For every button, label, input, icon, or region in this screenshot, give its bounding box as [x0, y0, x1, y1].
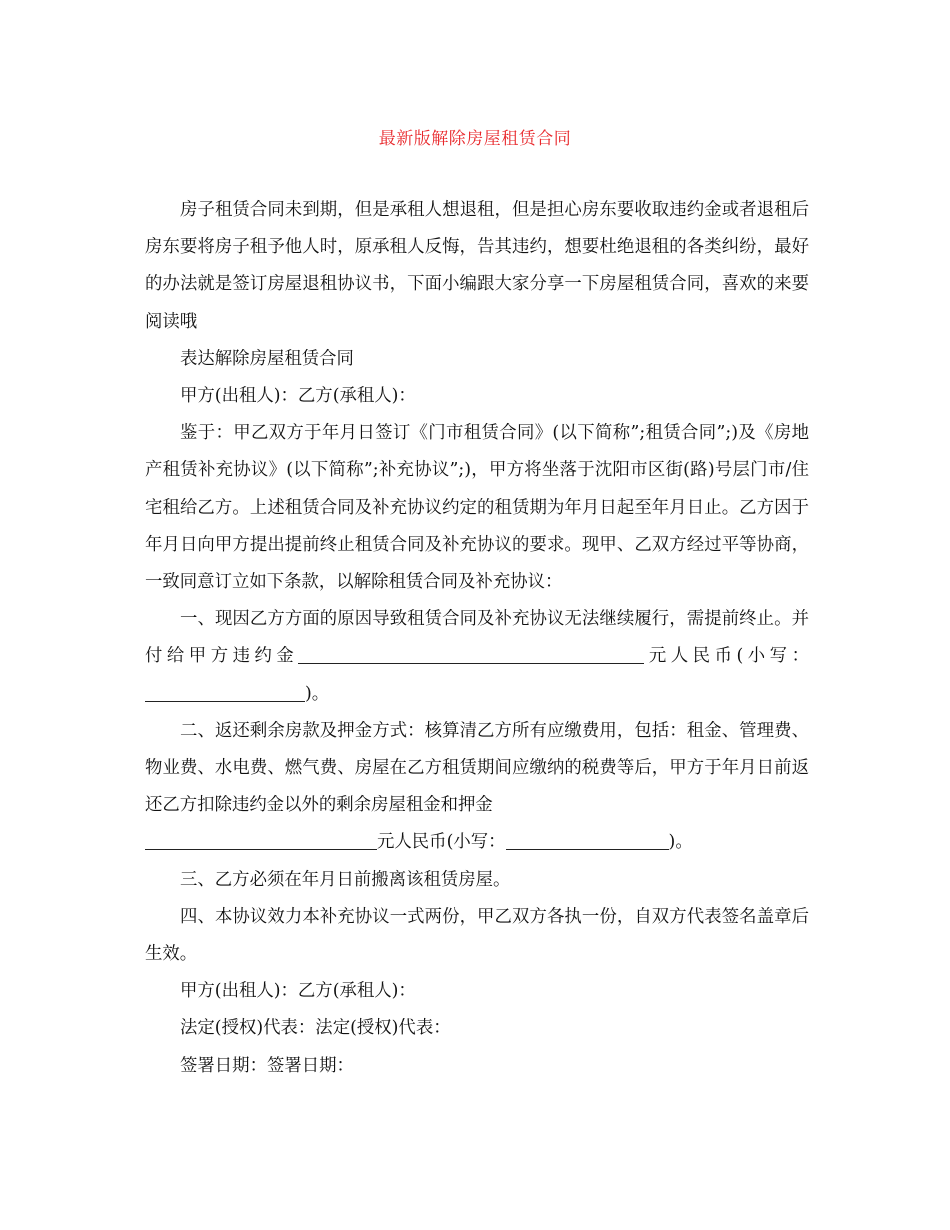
document-title: 最新版解除房屋租赁合同 — [378, 129, 572, 149]
whereas-paragraph: 鉴于：甲乙双方于年月日签订《门市租赁合同》(以下简称”;租赁合同”;)及《房地产租赁补充协议》(以下简称”;补充协议”;)，甲方将坐落于沈阳市区街(路)号层门市/住宅租给乙方。上述租赁合同及补充协议约定的租赁期为年月日起至年月日止。乙方因于年月日向甲方提出提前终止租赁合同及补充协议的要求。现甲、乙双方经过平等协商，一致同意订立如下条款，以解除租赁合同及补充协议： — [145, 423, 809, 593]
signature-parties: 甲方(出租人)：乙方(承租人)： — [180, 981, 416, 1002]
clause-1 — [145, 601, 809, 713]
clause-1-text: 一、现因乙方方面的原因导致租赁合同及补充协议无法继续履行，需提前终止。并付给甲方违约金 — [145, 609, 809, 667]
clause-1-end: )。 — [305, 683, 330, 704]
clause-2 — [145, 713, 809, 862]
clause-1-currency: 元人民币(小写： — [644, 646, 809, 667]
refund-amount-blank — [145, 831, 377, 850]
clause-2-text: 二、返还剩余房款及押金方式：核算清乙方所有应缴费用，包括：租金、管理费、物业费、水电费、燃气费、房屋在乙方租赁期间应缴纳的税费等后，甲方于年月日前返还乙方扣除违约金以外的剩余房屋租金和押金 — [145, 720, 809, 816]
clause-4: 四、本协议效力本补充协议一式两份，甲乙双方各执一份，自双方代表签名盖章后生效。 — [145, 906, 809, 965]
signature-representatives: 法定(授权)代表：法定(授权)代表： — [180, 1018, 451, 1039]
penalty-amount-blank — [298, 645, 644, 664]
clause-3: 三、乙方必须在年月日前搬离该租赁房屋。 — [180, 869, 511, 890]
parties-line: 甲方(出租人)：乙方(承租人)： — [180, 386, 416, 407]
subheading: 表达解除房屋租赁合同 — [180, 348, 354, 369]
document-body — [145, 192, 809, 1085]
clause-2-end: )。 — [668, 832, 693, 853]
refund-amount-small-blank — [506, 831, 669, 850]
penalty-amount-small-blank — [145, 683, 305, 702]
clause-2-currency: 元人民币(小写： — [377, 832, 506, 853]
signature-dates: 签署日期：签署日期： — [180, 1055, 354, 1076]
intro-paragraph: 房子租赁合同未到期，但是承租人想退租，但是担心房东要收取违约金或者退租后房东要将房子租予他人时，原承租人反悔，告其违约，想要杜绝退租的各类纠纷，最好的办法就是签订房屋退租协议书，下面小编跟大家分享一下房屋租赁合同，喜欢的来要阅读哦 — [145, 200, 809, 332]
